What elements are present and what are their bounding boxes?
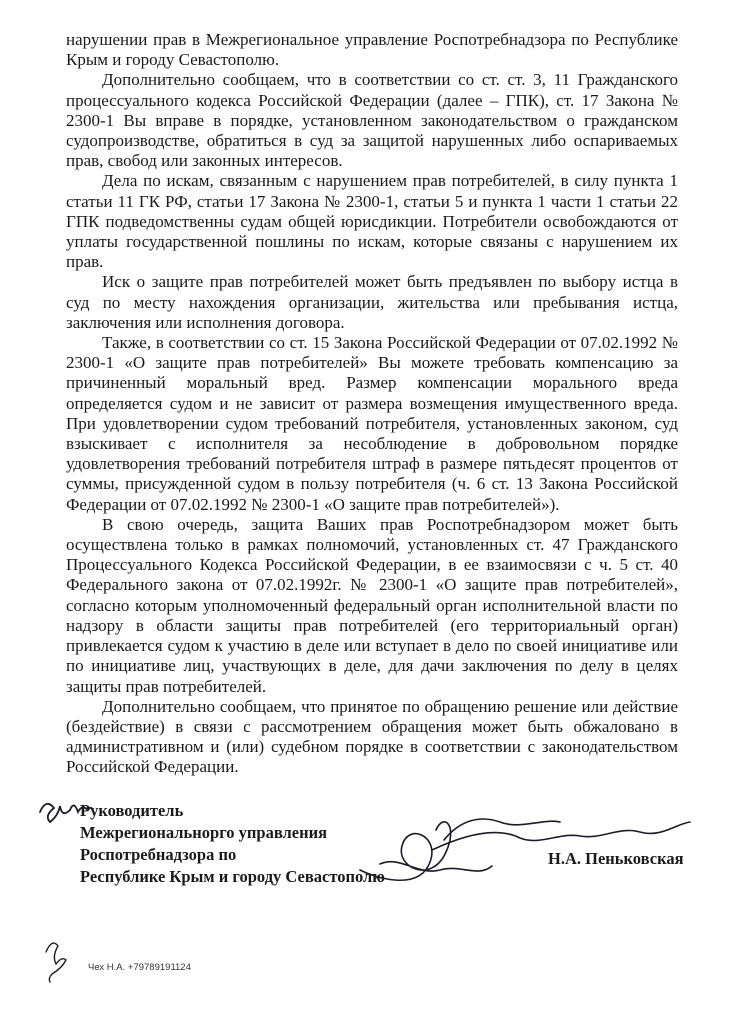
paragraph-2: Дополнительно сообщаем, что в соответствии со ст. ст. 3, 11 Гражданского процессуального кодекса Российской Федерации (далее – ГПК), ст. 17 Закона № 2300-1 Вы вправе в порядке, установленном законодательством о гражданском судопроизводстве, обратиться в суд за защитой нарушенных либо оспариваемых прав, свобод или законных интересов.: [66, 70, 678, 171]
signatory-title-line-1: Руководитель: [80, 801, 184, 820]
paragraph-3: Дела по искам, связанным с нарушением прав потребителей, в силу пункта 1 статьи 11 ГК РФ, статьи 17 Закона № 2300-1, статьи 5 и пункта 1 части 1 статьи 22 ГПК подведомственны судам общей юрисдикции. Потребители освобождаются от уплаты государственной пошлины по искам, которые связаны с нарушением их прав.: [66, 171, 678, 272]
executor-contact: Чех Н.А. +79789191124: [88, 962, 191, 973]
initials-mark: [40, 804, 94, 822]
signatory-title-line-2: Межрегиональнорго управления: [80, 823, 328, 842]
signatory-name: Н.А. Пеньковская: [548, 849, 684, 868]
signatory-title-line-3: Роспотребнадзора по: [80, 845, 237, 864]
margin-scribble: [46, 943, 66, 982]
signatory-title-line-4: Республике Крым и городу Севастополю: [80, 867, 385, 886]
handwritten-signature: [360, 819, 690, 880]
paragraph-1: нарушении прав в Межрегиональное управление Роспотребнадзора по Республике Крым и городу Севастополю.: [66, 30, 678, 70]
paragraph-4: Иск о защите прав потребителей может быть предъявлен по выбору истца в суд по месту нахождения организации, жительства или пребывания истца, заключения или исполнения договора.: [66, 272, 678, 332]
paragraph-5: Также, в соответствии со ст. 15 Закона Российской Федерации от 07.02.1992 № 2300-1 «О защите прав потребителей» Вы можете требовать компенсацию за причиненный моральный вред. Размер компенсации морального вреда определяется судом и не зависит от размера возмещения имущественного вреда. При удовлетворении судом требований потребителя, установленных законом, суд взыскивает с исполнителя за несоблюдение в добровольном порядке удовлетворения требований потребителя штраф в размере пятьдесят процентов от суммы, присужденной судом в пользу потребителя (ч. 6 ст. 13 Закона Российской Федерации от 07.02.1992 № 2300-1 «О защите прав потребителей»).: [66, 333, 678, 514]
paragraph-6: В свою очередь, защита Ваших прав Роспотребнадзором может быть осуществлена только в рамках полномочий, установленных ст. 47 Гражданского Процессуального Кодекса Российской Федерации, в ее взаимосвязи с ч. 5 ст. 40 Федерального закона от 07.02.1992г. № 2300-1 «О защите прав потребителей», согласно которым уполномоченный федеральный орган исполнительной власти по надзору в области защиты прав потребителей (его территориальный орган) привлекается судом к участию в деле или вступает в дело по своей инициативе или по инициативе лиц, участвующих в деле, для дачи заключения по делу в целях защиты прав потребителей.: [66, 514, 678, 696]
paragraph-7: Дополнительно сообщаем, что принятое по обращению решение или действие (бездействие) в связи с рассмотрением обращения может быть обжаловано в административном и (или) судебном порядке в соответствии с законодательством Российской Федерации.: [66, 696, 678, 777]
